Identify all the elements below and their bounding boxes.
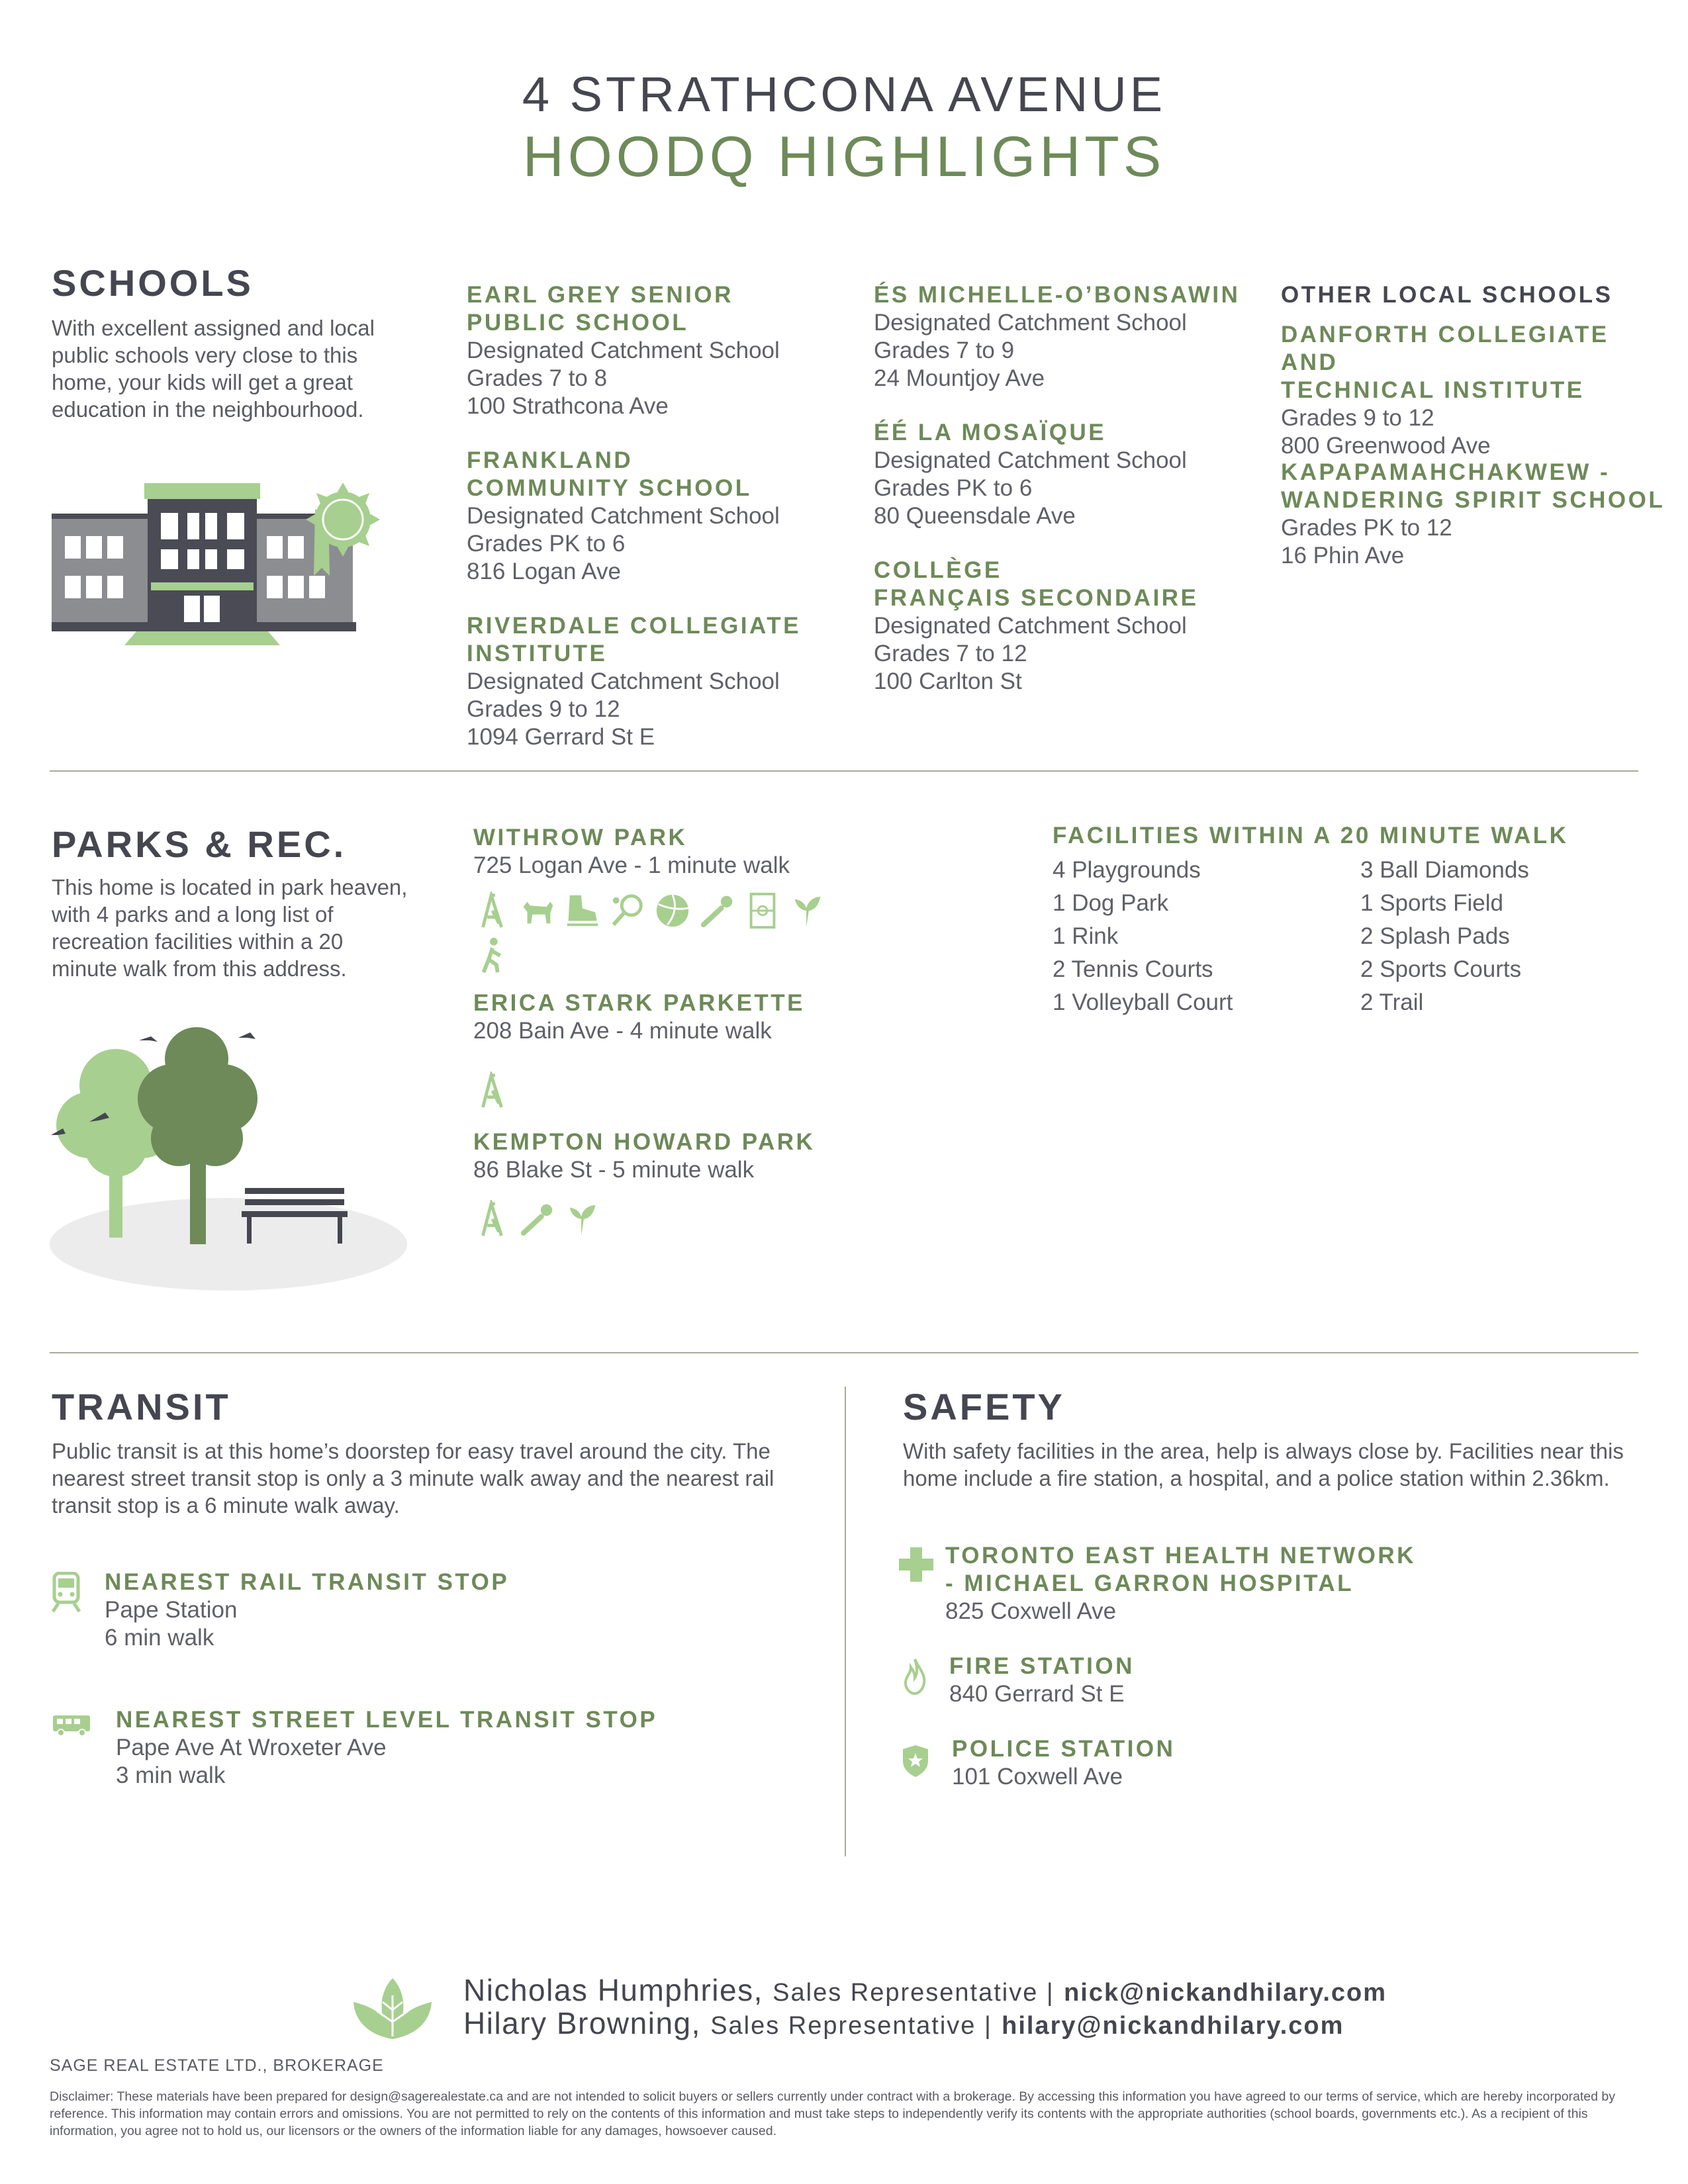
park-detail: 725 Logan Ave - 1 minute walk — [473, 852, 790, 878]
hospital — [945, 1542, 1416, 1625]
school-danforth — [1281, 321, 1671, 460]
school-riverdale — [467, 612, 851, 751]
fire-icon — [903, 1658, 927, 1695]
school-designation: Designated Catchment School — [467, 503, 780, 529]
hospital-name: TORONTO EAST HEALTH NETWORK — [945, 1543, 1416, 1569]
school-designation: Designated Catchment School — [874, 447, 1187, 473]
playground-icon — [473, 1200, 512, 1238]
school-designation: Designated Catchment School — [874, 613, 1187, 639]
bus-icon — [52, 1714, 93, 1738]
agent-1-email[interactable]: nick@nickandhilary.com — [1064, 1979, 1387, 2007]
school-designation: Designated Catchment School — [874, 310, 1187, 336]
school-grades: Grades 7 to 8 — [467, 365, 608, 391]
parks-intro: This home is located in park heaven, with 4 parks and a long list of recreation facilities within a 20 minute walk from this address. — [52, 875, 408, 981]
park-illustration — [50, 1019, 407, 1297]
baseball-icon — [698, 891, 737, 930]
agent-2-email[interactable]: hilary@nickandhilary.com — [1002, 2012, 1344, 2040]
school-grades: Grades 9 to 12 — [1281, 405, 1434, 431]
police-shield-icon — [902, 1744, 929, 1778]
school-address: 800 Greenwood Ave — [1281, 433, 1491, 459]
school-name: COLLÈGE — [874, 557, 1002, 583]
fire-station-address: 840 Gerrard St E — [949, 1681, 1125, 1707]
facility-item: 2 Sports Courts — [1360, 956, 1522, 982]
safety-intro: With safety facilities in the area, help is always close by. Facilities near this home include a fire station, a hospital, and a police station within 2.36km. — [903, 1439, 1624, 1490]
school-name: INSTITUTE — [467, 641, 608, 666]
facility-item: 2 Splash Pads — [1360, 923, 1510, 949]
police-station-name: POLICE STATION — [952, 1736, 1176, 1762]
school-name: FRANKLAND — [467, 447, 633, 473]
train-icon — [52, 1572, 81, 1613]
transit-intro: Public transit is at this home’s doorstep for easy travel around the city. The nearest street transit stop is only a 3 minute walk away and the nearest rail transit stop is a 6 minute walk away. — [52, 1439, 774, 1518]
school-address: 100 Carlton St — [874, 668, 1022, 694]
police-station-address: 101 Coxwell Ave — [952, 1764, 1123, 1790]
school-name: WANDERING SPIRIT SCHOOL — [1281, 487, 1665, 513]
sage-logo — [350, 1976, 436, 2042]
facilities-heading: FACILITIES WITHIN A 20 MINUTE WALK — [1053, 823, 1569, 848]
street-stop-name: Pape Ave At Wroxeter Ave — [116, 1735, 387, 1760]
sports-field-icon — [743, 891, 782, 930]
disclaimer: Disclaimer: These materials have been prepared for design@sagerealestate.ca and are not intended to solicit buyers or sellers currently under contract with a brokerage. By accessing this information you have agreed to our terms of service, which are hereby incorporated by reference. This information may contain errors and omissions. You are not permitted to rely on the contents of this information and must take steps to independently verify its contents with the appropriate authorities (school boards, governments etc.). As a recipient of this information, you agree not to hold us, our licensors or the owners of the information liable for any damages, howsoever caused. — [50, 2089, 1615, 2138]
facility-item: 2 Tennis Courts — [1053, 956, 1213, 982]
rail-stop-name: Pape Station — [105, 1597, 238, 1623]
rail-transit-stop — [105, 1569, 509, 1652]
school-name: FRANÇAIS SECONDAIRE — [874, 585, 1199, 611]
facility-item: 1 Sports Field — [1360, 890, 1503, 916]
facilities-list-right — [1360, 854, 1529, 1019]
agent-1 — [463, 1972, 1387, 2008]
fire-station — [949, 1653, 1135, 1708]
splash-pad-icon — [788, 891, 827, 930]
page-title: 4 STRATHCONA AVENUE — [522, 67, 1166, 122]
school-name: RIVERDALE COLLEGIATE — [467, 613, 801, 639]
parks-heading: PARKS & REC. — [52, 823, 347, 865]
school-kapapamahchakwew — [1281, 459, 1671, 570]
street-stop-label: NEAREST STREET LEVEL TRANSIT STOP — [116, 1707, 658, 1733]
school-frankland — [467, 447, 851, 586]
trail-icon — [473, 936, 512, 975]
school-grades: Grades PK to 6 — [874, 475, 1033, 501]
school-grades: Grades PK to 6 — [467, 531, 626, 557]
facility-item: 1 Dog Park — [1053, 890, 1169, 916]
school-address: 16 Phin Ave — [1281, 543, 1405, 569]
tennis-icon — [608, 891, 647, 930]
facility-item: 2 Trail — [1360, 989, 1424, 1015]
school-earl-grey — [467, 281, 851, 420]
page-subtitle: HOODQ HIGHLIGHTS — [522, 125, 1166, 189]
hospital-address: 825 Coxwell Ave — [945, 1598, 1117, 1624]
agent-1-name: Nicholas Humphries, — [463, 1973, 763, 2007]
playground-icon — [473, 1071, 512, 1110]
volleyball-icon — [653, 891, 692, 930]
hospital-cross-icon — [899, 1547, 933, 1582]
safety-heading: SAFETY — [903, 1386, 1065, 1428]
brokerage-name: SAGE REAL ESTATE LTD., BROKERAGE — [50, 2056, 384, 2075]
column-divider — [845, 1387, 846, 1856]
hospital-name: - MICHAEL GARRON HOSPITAL — [945, 1570, 1354, 1596]
schools-heading: SCHOOLS — [52, 262, 254, 304]
park-kempton-howard — [473, 1128, 904, 1238]
facility-item: 4 Playgrounds — [1053, 857, 1201, 883]
park-withrow — [473, 824, 904, 975]
school-name: TECHNICAL INSTITUTE — [1281, 377, 1585, 403]
school-name: DANFORTH COLLEGIATE AND — [1281, 322, 1609, 375]
school-address: 1094 Gerrard St E — [467, 724, 655, 750]
baseball-icon — [518, 1200, 557, 1238]
park-name: ERICA STARK PARKETTE — [473, 990, 806, 1016]
school-grades: Grades 7 to 12 — [874, 641, 1027, 666]
agent-2-role: Sales Representative | — [710, 2012, 992, 2040]
section-divider — [50, 770, 1638, 772]
street-stop-walk: 3 min walk — [116, 1762, 226, 1788]
park-facility-icons — [473, 1071, 804, 1110]
agent-1-role: Sales Representative | — [773, 1979, 1055, 2007]
park-facility-icons — [473, 891, 831, 975]
school-name: ÉÉ LA MOSAÏQUE — [874, 420, 1107, 445]
school-la-mosaique — [874, 419, 1258, 530]
park-erica-stark — [473, 989, 904, 1110]
school-grades: Grades 9 to 12 — [467, 696, 620, 722]
park-detail: 208 Bain Ave - 4 minute walk — [473, 1018, 772, 1044]
school-designation: Designated Catchment School — [467, 338, 780, 363]
splash-pad-icon — [563, 1200, 602, 1238]
transit-heading: TRANSIT — [52, 1386, 231, 1428]
facility-item: 3 Ball Diamonds — [1360, 857, 1529, 883]
rail-stop-label: NEAREST RAIL TRANSIT STOP — [105, 1569, 510, 1595]
school-college-francais — [874, 557, 1258, 696]
school-name: EARL GREY SENIOR — [467, 282, 733, 308]
school-address: 24 Mountjoy Ave — [874, 365, 1045, 391]
facility-item: 1 Rink — [1053, 923, 1119, 949]
fire-station-name: FIRE STATION — [949, 1653, 1135, 1679]
section-divider — [50, 1352, 1638, 1353]
school-building-illustration — [52, 483, 383, 649]
rink-icon — [563, 891, 602, 930]
school-grades: Grades 7 to 9 — [874, 338, 1015, 363]
park-facility-icons — [473, 1200, 804, 1238]
facility-item: 1 Volleyball Court — [1053, 989, 1233, 1015]
school-name: PUBLIC SCHOOL — [467, 310, 689, 336]
dog-park-icon — [518, 891, 557, 930]
school-grades: Grades PK to 12 — [1281, 515, 1452, 541]
park-name: KEMPTON HOWARD PARK — [473, 1129, 816, 1155]
school-address: 100 Strathcona Ave — [467, 393, 669, 419]
facilities-list-left — [1053, 854, 1233, 1019]
school-address: 816 Logan Ave — [467, 559, 621, 584]
rail-stop-walk: 6 min walk — [105, 1625, 214, 1651]
school-designation: Designated Catchment School — [467, 668, 780, 694]
street-transit-stop — [116, 1706, 657, 1790]
school-name: ÉS MICHELLE-O’BONSAWIN — [874, 282, 1241, 308]
school-address: 80 Queensdale Ave — [874, 503, 1076, 529]
school-name: COMMUNITY SCHOOL — [467, 475, 752, 501]
park-detail: 86 Blake St - 5 minute walk — [473, 1157, 755, 1183]
agent-2-name: Hilary Browning, — [463, 2006, 701, 2040]
playground-icon — [473, 891, 512, 930]
school-name: KAPAPAMAHCHAKWEW - — [1281, 459, 1611, 485]
park-name: WITHROW PARK — [473, 825, 688, 850]
agent-2 — [463, 2005, 1344, 2041]
police-station — [952, 1735, 1175, 1791]
other-schools-heading: OTHER LOCAL SCHOOLS — [1281, 282, 1613, 308]
school-michelle-obonsawin — [874, 281, 1258, 392]
schools-intro: With excellent assigned and local public schools very close to this home, your kids will get a great education in the neighbourhood. — [52, 316, 375, 422]
